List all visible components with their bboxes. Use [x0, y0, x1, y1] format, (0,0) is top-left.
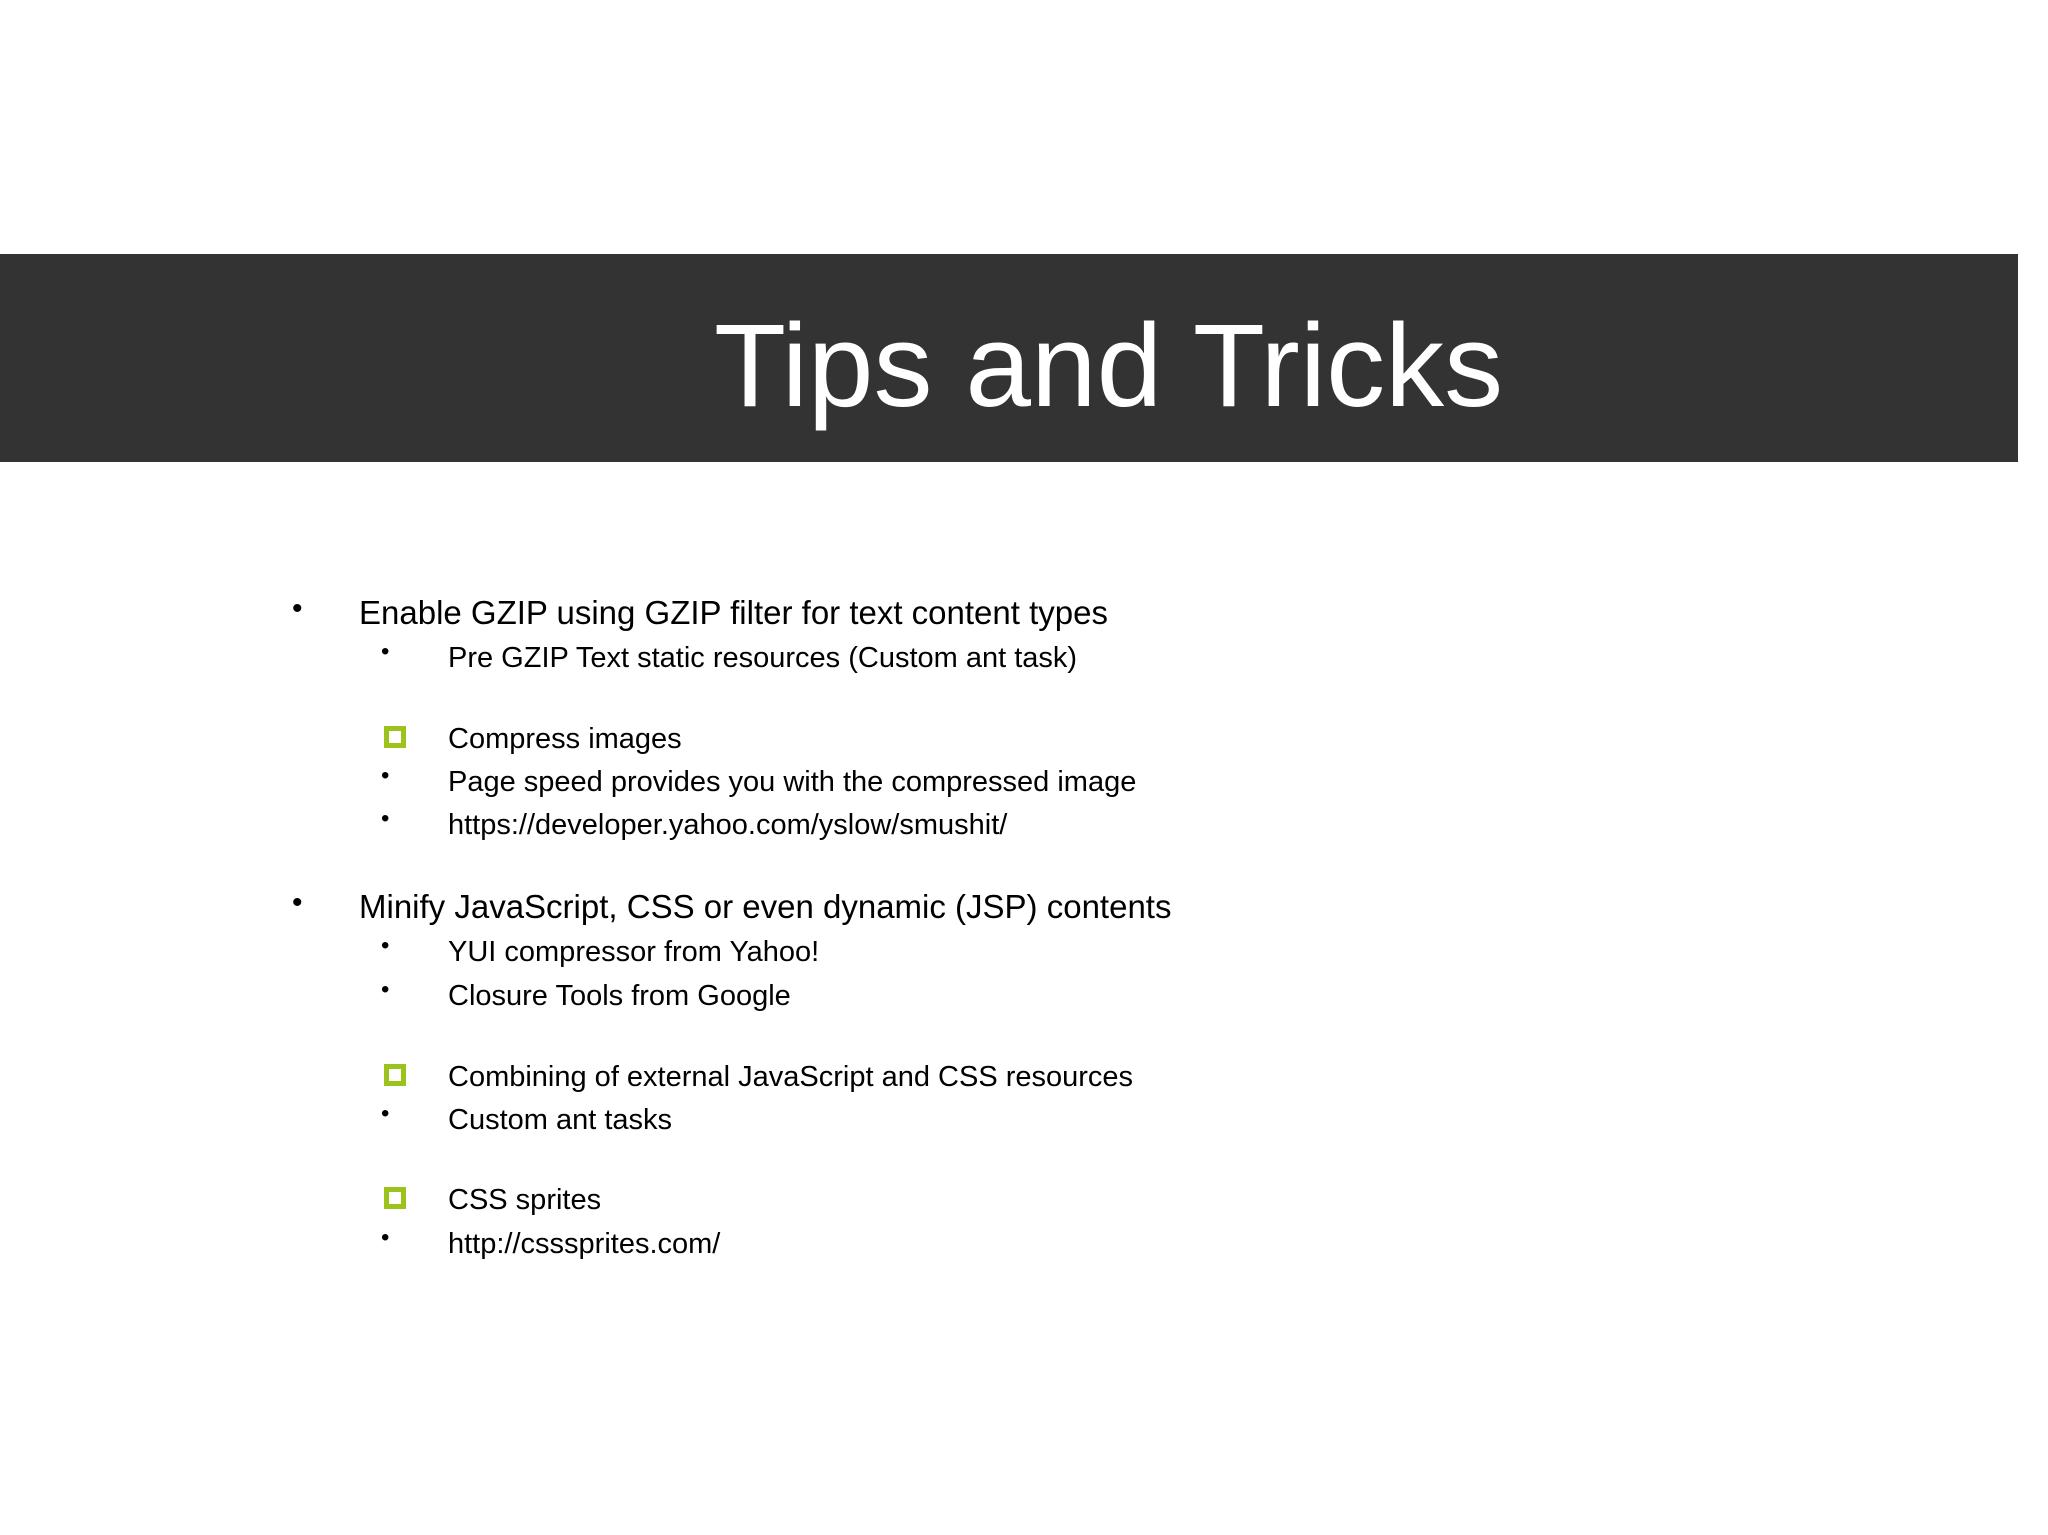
list-item-text: Compress images — [448, 723, 682, 755]
bullet-dot-icon: • — [381, 1224, 390, 1251]
list-item-text: CSS sprites — [448, 1184, 602, 1216]
bullet-dot-icon: • — [381, 805, 390, 832]
list-item-text: http://csssprites.com/ — [448, 1228, 721, 1260]
list-item-text: Closure Tools from Google — [448, 980, 791, 1012]
list-item-text: Enable GZIP using GZIP filter for text content types — [359, 594, 1108, 631]
bullet-dot-icon: • — [381, 976, 390, 1003]
list-item-text: https://developer.yahoo.com/yslow/smushit/ — [448, 809, 1008, 841]
list-item-text: Pre GZIP Text static resources (Custom ant task) — [448, 642, 1078, 674]
square-bullet-icon — [384, 1064, 406, 1086]
slide-title: Tips and Tricks — [714, 300, 1504, 432]
square-bullet-icon — [384, 726, 406, 748]
bullet-dot-icon: • — [381, 932, 390, 959]
list-item-text: Custom ant tasks — [448, 1104, 673, 1136]
bullet-dot-icon: • — [381, 638, 390, 665]
bullet-dot-icon: • — [292, 886, 303, 919]
square-bullet-icon — [384, 1187, 406, 1209]
bullet-dot-icon: • — [381, 762, 390, 789]
list-item-text: Combining of external JavaScript and CSS resources — [448, 1061, 1134, 1093]
list-item-text: YUI compressor from Yahoo! — [448, 936, 820, 968]
list-item-text: Page speed provides you with the compressed image — [448, 766, 1137, 798]
bullet-dot-icon: • — [381, 1100, 390, 1127]
list-item-text: Minify JavaScript, CSS or even dynamic (JSP) contents — [359, 888, 1172, 925]
bullet-dot-icon: • — [292, 592, 303, 625]
